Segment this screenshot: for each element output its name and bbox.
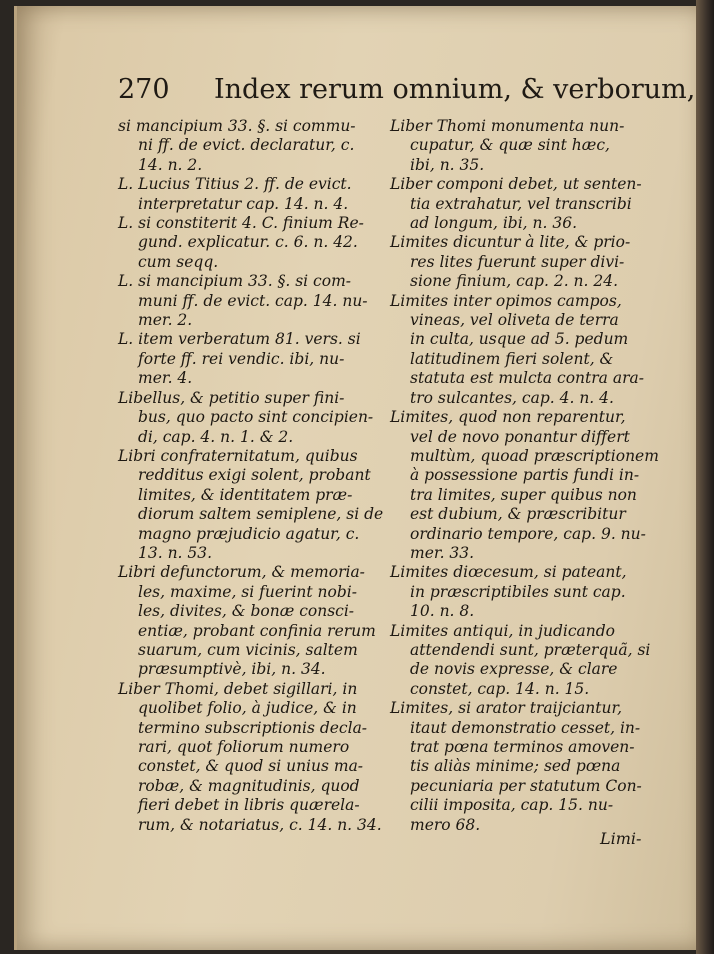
index-entry (390, 408, 659, 563)
index-entry-line: tra limites, super quibus non (410, 485, 637, 504)
index-entry-line: ni ff. de evict. declaratur, c. (138, 136, 355, 155)
index-entry-line: tro sulcantes, cap. 4. n. 4. (410, 388, 614, 407)
index-entry-line: rari, quot foliorum numero (138, 738, 350, 756)
index-entry-line: multùm, quoad præscriptionem (410, 446, 659, 465)
index-entry-line: pecuniaria per statutum Con- (410, 776, 642, 795)
index-entry (118, 446, 384, 563)
index-entry-line: in præscriptibiles sunt cap. (410, 582, 626, 601)
index-entry-line: Limites inter opimos campos, (390, 291, 622, 310)
index-entry-line: in culta, usque ad 5. pedum (410, 330, 629, 349)
index-entry (390, 292, 656, 408)
catchword: Limi- (600, 829, 642, 848)
index-entry-line: ibi, n. 35. (410, 155, 485, 174)
right-index-column (390, 117, 659, 835)
index-entry-line: 14. n. 2. (138, 155, 203, 174)
index-entry (118, 214, 376, 272)
index-entry-line: Limites antiqui, in judicando (390, 621, 616, 640)
index-entry-line: Limites, si arator traijciantur, (390, 699, 623, 718)
index-entry-line: L. Lucius Titius 2. ff. de evict. (118, 175, 352, 194)
index-entry-line: les, divites, & bonæ consci- (138, 602, 355, 621)
index-entry-line: Libri defunctorum, & memoria- (118, 563, 365, 582)
index-entry (390, 563, 656, 621)
index-entry-line: cupatur, & quæ sint hæc, (410, 136, 610, 155)
index-entry-line: Liber Thomi, debet sigillari, in (118, 679, 358, 698)
index-entry-line: tia extrahatur, vel transcribi (410, 194, 632, 213)
index-entry-line: limites, & identitatem præ- (138, 485, 353, 504)
index-entry-line: mer. 33. (410, 543, 475, 562)
index-entry (118, 330, 376, 388)
index-entry-line: 10. n. 8. (410, 602, 475, 621)
index-entry-line: forte ff. rei vendic. ibi, nu- (138, 349, 345, 368)
index-entry (118, 679, 382, 835)
index-entry (390, 233, 656, 291)
index-entry-line: suarum, cum vicinis, saltem (138, 640, 358, 659)
index-entry-line: bus, quo pacto sint concipien- (138, 408, 374, 427)
book-binding-edge (696, 0, 714, 954)
index-entry-line: L. item verberatum 81. vers. si (118, 330, 361, 349)
index-entry-line: Libri confraternitatum, quibus (118, 446, 358, 465)
index-entry (390, 175, 656, 233)
index-entry-line: robæ, & magnitudinis, quod (138, 776, 360, 795)
index-entry-line: sione finium, cap. 2. n. 24. (410, 272, 619, 291)
index-entry-line: statuta est mulcta contra ara- (410, 369, 644, 388)
index-entry (390, 622, 656, 700)
index-entry-line: gund. explicatur. c. 6. n. 42. (138, 233, 358, 252)
index-entry-line: trat pœna terminos amoven- (410, 738, 635, 756)
index-entry-line: vel de novo ponantur differt (410, 427, 630, 446)
index-entry-line: les, maxime, si fuerint nobi- (138, 582, 357, 601)
index-entry-line: L. si mancipium 33. §. si com- (118, 272, 351, 291)
index-entry-line: termino subscriptionis decla- (138, 718, 368, 737)
index-entry-line: latitudinem fieri solent, & (410, 349, 614, 368)
index-entry-line: cum seqq. (138, 252, 219, 271)
index-entry-line: attendendi sunt, præterquã, si (410, 640, 651, 659)
index-entry-line: quolibet folio, à judice, & in (138, 699, 357, 718)
index-entry-line: Limites dicuntur à lite, & prio- (390, 233, 631, 252)
index-entry-line: cilii imposita, cap. 15. nu- (410, 796, 614, 815)
index-entry-line: diorum saltem semiplene, si de (138, 505, 384, 524)
index-entry-line: muni ff. de evict. cap. 14. nu- (138, 291, 368, 310)
index-entry-line: di, cap. 4. n. 1. & 2. (138, 427, 294, 446)
index-entry-line: ordinario tempore, cap. 9. nu- (410, 524, 646, 543)
index-entry (118, 272, 376, 330)
index-entry-line: Limites, quod non reparentur, (390, 408, 626, 427)
index-entry-line: L. si constiterit 4. C. finium Re- (118, 214, 364, 233)
index-entry-line: vineas, vel oliveta de terra (410, 311, 619, 330)
index-entry-line: Libellus, & petitio super fini- (118, 388, 345, 407)
index-entry-line: si mancipium 33. §. si commu- (118, 117, 356, 135)
index-entry (118, 117, 376, 175)
index-entry-line: de novis expresse, & clare (410, 660, 618, 679)
index-entry-line: mero 68. (410, 815, 481, 834)
index-entry-line: est dubium, & præscribitur (410, 505, 626, 524)
index-entry-line: interpretatur cap. 14. n. 4. (138, 194, 349, 213)
index-entry-line: itaut demonstratio cesset, in- (410, 718, 641, 737)
running-header (118, 74, 696, 114)
index-entry-line: redditus exigi solent, probant (138, 466, 371, 485)
index-entry-line: ad longum, ibi, n. 36. (410, 214, 577, 233)
index-entry-line: 13. n. 53. (138, 543, 213, 562)
index-entry-line: constet, cap. 14. n. 15. (410, 679, 590, 698)
index-entry (118, 175, 376, 214)
index-entry-line: Liber componi debet, ut senten- (390, 175, 642, 194)
index-entry (118, 389, 376, 447)
index-entry-line: constet, & quod si unius ma- (138, 757, 364, 776)
left-index-column (118, 117, 384, 835)
index-entry-line: res lites fuerunt super divi- (410, 252, 625, 271)
index-entry-line: fieri debet in libris quærela- (138, 796, 360, 815)
index-entry (390, 117, 656, 175)
index-entry-line: tis aliàs minime; sed pœna (410, 757, 621, 776)
running-title: Index rerum omnium, & verborum, (214, 74, 696, 105)
index-entry-line: à possessione partis fundi in- (410, 466, 640, 485)
index-entry-line: magno præjudicio agatur, c. (138, 524, 360, 543)
index-entry-line: Liber Thomi monumenta nun- (390, 117, 625, 135)
page-number: 270 (118, 74, 170, 105)
index-entry-line: entiæ, probant confinia rerum (138, 621, 376, 640)
index-entry (390, 699, 656, 835)
index-entry (118, 563, 376, 679)
index-entry-line: mer. 2. (138, 311, 193, 330)
index-entry-line: rum, & notariatus, c. 14. n. 34. (138, 815, 382, 834)
index-entry-line: mer. 4. (138, 369, 193, 388)
index-entry-line: præsumptivè, ibi, n. 34. (138, 660, 326, 679)
index-entry-line: Limites diœcesum, si pateant, (390, 563, 627, 582)
